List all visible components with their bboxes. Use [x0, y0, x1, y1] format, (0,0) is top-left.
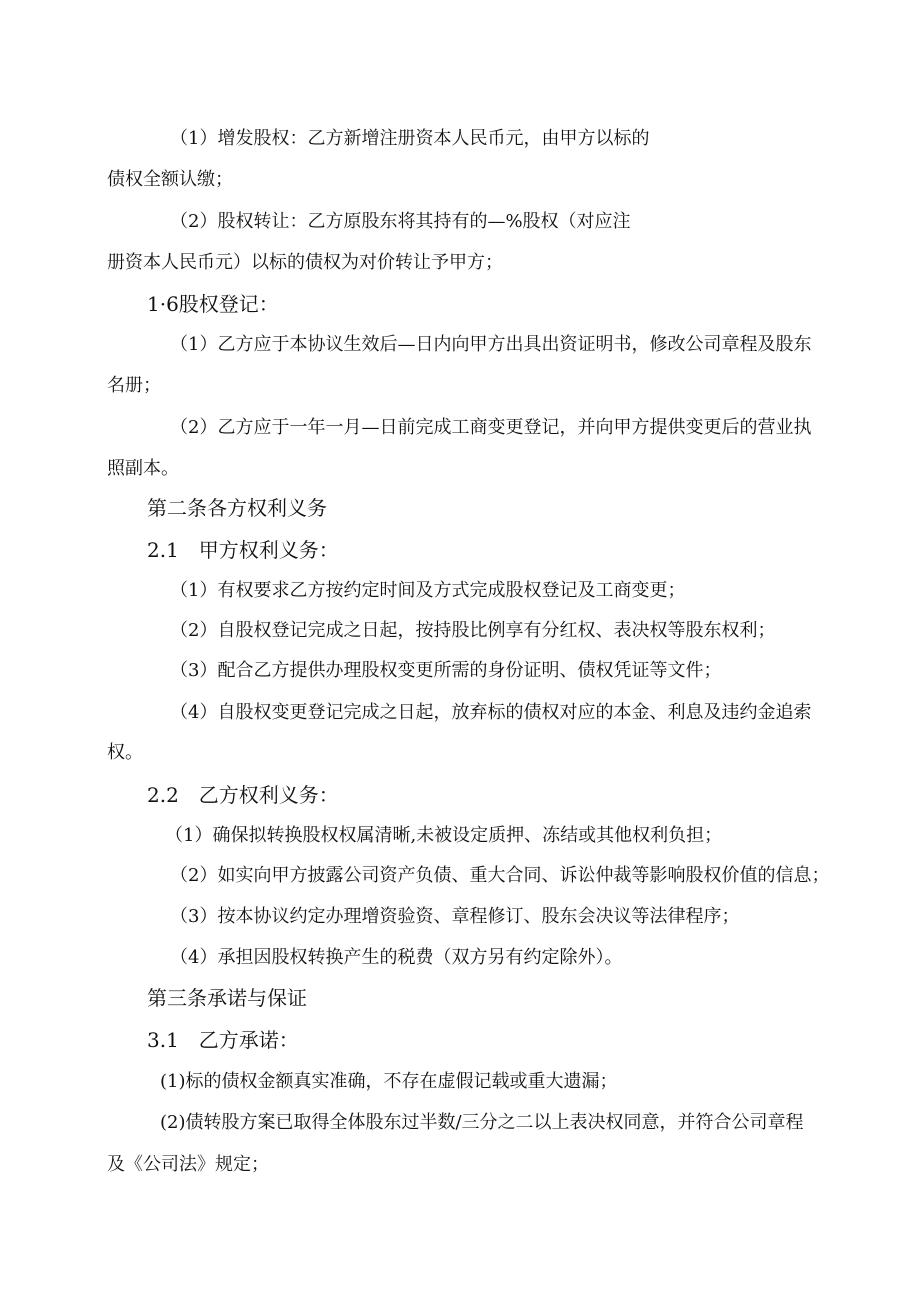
paragraph-line: （1）增发股权：乙方新增注册资本人民币元，由甲方以标的: [170, 128, 650, 149]
section-heading: 3.1 乙方承诺：: [147, 1028, 299, 1052]
paragraph-line: (2)债转股方案已取得全体股东过半数/三分之二以上表决权同意，并符合公司章程: [160, 1112, 804, 1133]
paragraph-line: （4）自股权变更登记完成之日起，放弃标的债权对应的本金、利息及违约金追索: [170, 702, 812, 723]
paragraph-line: 债权全额认缴；: [107, 169, 233, 190]
paragraph-line: （3）按本协议约定办理增资验资、章程修订、股东会决议等法律程序；: [170, 906, 740, 927]
section-heading: 1·6股权登记：: [147, 292, 279, 316]
section-heading: 2.1 甲方权利义务：: [147, 538, 339, 562]
paragraph-line: 名册；: [107, 375, 161, 396]
paragraph-line: （1）确保拟转换股权权属清晰,未被设定质押、冻结或其他权利负担；: [165, 825, 723, 846]
paragraph-line: 照副本。: [107, 458, 179, 479]
paragraph-line: (1)标的债权金额真实准确，不存在虚假记载或重大遗漏；: [160, 1071, 618, 1092]
article-heading: 第三条承诺与保证: [147, 986, 307, 1010]
paragraph-line: （1）有权要求乙方按约定时间及方式完成股权登记及工商变更；: [170, 580, 686, 601]
section-heading: 2.2 乙方权利义务：: [147, 783, 339, 807]
paragraph-line: （3）配合乙方提供办理股权变更所需的身份证明、债权凭证等文件；: [170, 660, 722, 681]
paragraph-line: （2）自股权登记完成之日起，按持股比例享有分红权、表决权等股东权利；: [170, 620, 776, 641]
paragraph-line: （4）承担因股权转换产生的税费（双方另有约定除外）。: [170, 947, 623, 968]
paragraph-line: （2）如实向甲方披露公司资产负债、重大合同、诉讼仲裁等影响股权价值的信息；: [170, 865, 830, 886]
paragraph-line: 权。: [107, 742, 143, 763]
article-heading: 第二条各方权利义务: [147, 496, 327, 520]
paragraph-line: （1）乙方应于本协议生效后—日内向甲方出具出资证明书，修改公司章程及股东: [170, 334, 812, 355]
paragraph-line: 册资本人民币元）以标的债权为对价转让予甲方；: [107, 252, 503, 273]
paragraph-line: （2）股权转让：乙方原股东将其持有的—%股权（对应注: [170, 211, 631, 232]
paragraph-line: 及《公司法》规定；: [107, 1154, 269, 1175]
paragraph-line: （2）乙方应于一年一月—日前完成工商变更登记，并向甲方提供变更后的营业执: [170, 417, 812, 438]
